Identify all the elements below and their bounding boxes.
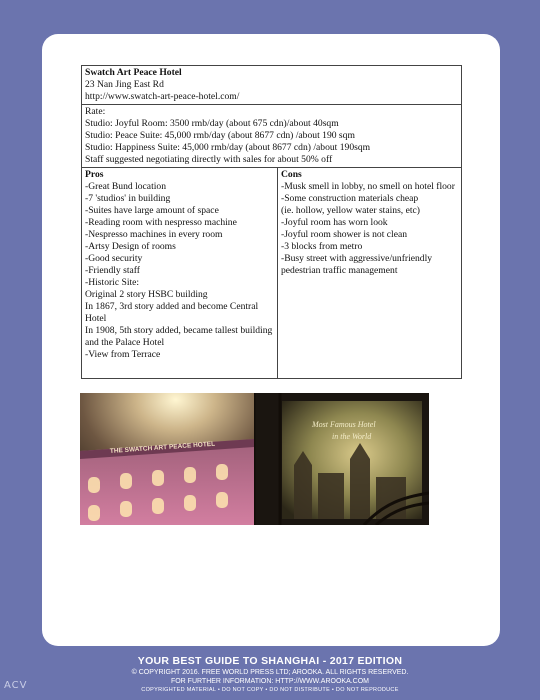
pros-item: In 1867, 3rd story added and become Central Hotel: [85, 301, 259, 324]
mural-text-line2: in the World: [332, 432, 372, 441]
photo-strip: [80, 393, 429, 525]
cons-item: -Some construction materials cheap: [281, 193, 419, 204]
rate-line: Studio: Peace Suite: 45,000 rmb/day (about 8677 cdn) /about 190 sqm: [85, 130, 355, 141]
footer-info: FOR FURTHER INFORMATION: HTTP://WWW.AROOKA.COM: [170, 678, 370, 685]
footer-warning: COPYRIGHTED MATERIAL • DO NOT COPY • DO NOT DISTRIBUTE • DO NOT REPRODUCE: [141, 687, 399, 693]
rates-cell: [82, 105, 462, 168]
cons-heading: Cons: [281, 169, 302, 180]
pros-item: -Friendly staff: [85, 265, 140, 276]
hotel-sign-text: THE SWATCH ART PEACE HOTEL: [109, 440, 216, 455]
hotel-url: http://www.swatch-art-peace-hotel.com/: [85, 91, 240, 102]
hotel-address: 23 Nan Jing East Rd: [85, 79, 164, 90]
pros-item: -Great Bund location: [85, 181, 166, 192]
pros-item: and the Palace Hotel: [85, 337, 165, 348]
cons-cell: [278, 168, 462, 379]
pros-item: -Historic Site:: [85, 277, 140, 288]
mural-text-line1: Most Famous Hotel: [312, 420, 376, 429]
pros-item: -Reading room with nespresso machine: [85, 217, 237, 228]
pros-item: -Good security: [85, 253, 143, 264]
pros-heading: Pros: [85, 169, 104, 180]
cons-item: -Busy street with aggressive/unfriendly pedestrian traffic management: [281, 253, 433, 276]
pros-cell: [82, 168, 278, 379]
rate-line: Studio: Happiness Suite: 45,000 rmb/day (about 8677 cdn) /about 190sqm: [85, 142, 371, 153]
cons-item: -Joyful room has worn look: [281, 217, 388, 228]
page-footer: [0, 654, 540, 694]
cons-item: -Joyful room shower is not clean: [281, 229, 408, 240]
lobby-mural-photo: [254, 393, 429, 525]
hotel-info-table: [81, 65, 462, 379]
pros-item: -View from Terrace: [85, 349, 161, 360]
cons-item: -Musk smell in lobby, no smell on hotel floor: [281, 181, 455, 192]
hotel-exterior-photo: [80, 393, 254, 525]
pros-item: -Nespresso machines in every room: [85, 229, 223, 240]
pros-item: Original 2 story HSBC building: [85, 289, 208, 300]
footer-copyright: © COPYRIGHT 2016. FREE WORLD PRESS LTD; AROOKA. ALL RIGHTS RESERVED.: [131, 669, 409, 676]
cons-item: -3 blocks from metro: [281, 241, 363, 252]
footer-title: YOUR BEST GUIDE TO SHANGHAI - 2017 EDITION: [137, 655, 403, 667]
rates-heading: Rate:: [85, 106, 106, 117]
hotel-name: Swatch Art Peace Hotel: [85, 67, 182, 78]
pros-item: -Suites have large amount of space: [85, 205, 219, 216]
pros-item: In 1908, 5th story added, became tallest building: [85, 325, 273, 336]
document-page: [42, 34, 500, 646]
rate-line: Studio: Joyful Room: 3500 rmb/day (about 675 cdn)/about 40sqm: [85, 118, 339, 129]
pros-item: -7 'studios' in building: [85, 193, 171, 204]
hotel-header-cell: [82, 66, 462, 105]
pros-item: -Artsy Design of rooms: [85, 241, 176, 252]
rate-line: Staff suggested negotiating directly with sales for about 50% off: [85, 154, 333, 165]
cons-item: (ie. hollow, yellow water stains, etc): [281, 205, 420, 216]
watermark: ACV: [4, 680, 28, 691]
